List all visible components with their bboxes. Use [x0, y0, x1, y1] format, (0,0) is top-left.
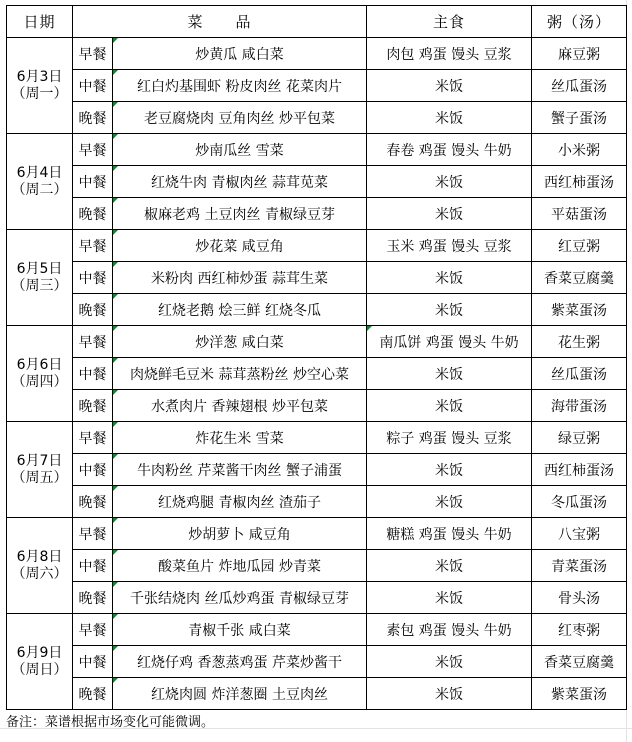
day-cell: [7, 614, 73, 710]
staple-column-header: 主食: [367, 6, 532, 38]
staple-cell: 米饭: [367, 486, 532, 518]
date-label: 6月9日: [16, 644, 63, 661]
dishes-cell: 椒麻老鸡 土豆肉丝 青椒绿豆芽: [113, 198, 367, 230]
weekday-label: （周五）: [11, 469, 68, 486]
day-cell: [7, 422, 73, 518]
meal-label: 晚餐: [73, 678, 113, 710]
soup-cell: 香菜豆腐羹: [532, 646, 627, 678]
meal-label: 早餐: [73, 38, 113, 70]
staple-cell: 米饭: [367, 198, 532, 230]
staple-cell: 糖糕 鸡蛋 馒头 牛奶: [367, 518, 532, 550]
staple-cell: 米饭: [367, 454, 532, 486]
dishes-cell: 米粉肉 西红柿炒蛋 蒜茸生菜: [113, 262, 367, 294]
soup-cell: 丝瓜蛋汤: [532, 70, 627, 102]
dishes-cell: 红白灼基围虾 粉皮肉丝 花菜肉片: [113, 70, 367, 102]
staple-cell: 米饭: [367, 550, 532, 582]
dishes-cell: 牛肉粉丝 芹菜酱干肉丝 蟹子浦蛋: [113, 454, 367, 486]
meal-label: 晚餐: [73, 486, 113, 518]
date-label: 6月7日: [16, 452, 63, 469]
day-cell: [7, 230, 73, 326]
footnote: 备注：菜谱根据市场变化可能微调。: [6, 715, 215, 730]
table-row: [7, 422, 627, 454]
soup-column-header: 粥（汤）: [532, 6, 627, 38]
date-label: 6月8日: [16, 548, 63, 565]
weekday-label: （周六）: [11, 565, 68, 582]
soup-cell: 西红柿蛋汤: [532, 454, 627, 486]
staple-cell: 素包 鸡蛋 馒头 牛奶: [367, 614, 532, 646]
dishes-cell: 老豆腐烧肉 豆角肉丝 炒平包菜: [113, 102, 367, 134]
table-row: [7, 38, 627, 70]
meal-label: 早餐: [73, 134, 113, 166]
soup-cell: 八宝粥: [532, 518, 627, 550]
soup-cell: 蟹子蛋汤: [532, 102, 627, 134]
menu-body: [7, 38, 627, 710]
staple-cell: 南瓜饼 鸡蛋 馒头 牛奶: [367, 326, 532, 358]
staple-cell: 粽子 鸡蛋 馒头 豆浆: [367, 422, 532, 454]
dishes-cell: 红烧仔鸡 香葱蒸鸡蛋 芹菜炒酱干: [113, 646, 367, 678]
table-row: [7, 678, 627, 710]
date-label: 6月6日: [16, 356, 63, 373]
meal-label: 晚餐: [73, 198, 113, 230]
soup-cell: 香菜豆腐羹: [532, 262, 627, 294]
table-row: [7, 646, 627, 678]
dishes-cell: 炒南瓜丝 雪菜: [113, 134, 367, 166]
meal-label: 晚餐: [73, 390, 113, 422]
soup-cell: 海带蛋汤: [532, 390, 627, 422]
staple-cell: 米饭: [367, 166, 532, 198]
dishes-cell: 红烧牛肉 青椒肉丝 蒜茸苋菜: [113, 166, 367, 198]
staple-cell: 米饭: [367, 390, 532, 422]
soup-cell: 西红柿蛋汤: [532, 166, 627, 198]
table-row: [7, 230, 627, 262]
dishes-cell: 红烧肉圆 炸洋葱圈 土豆肉丝: [113, 678, 367, 710]
meal-label: 中餐: [73, 262, 113, 294]
table-row: [7, 294, 627, 326]
dishes-cell: 红烧老鹅 烩三鲜 红烧冬瓜: [113, 294, 367, 326]
date-label: 6月4日: [16, 164, 63, 181]
meal-label: 晚餐: [73, 102, 113, 134]
staple-cell: 米饭: [367, 294, 532, 326]
table-row: [7, 70, 627, 102]
staple-cell: 米饭: [367, 678, 532, 710]
dishes-cell: 炒黄瓜 咸白菜: [113, 38, 367, 70]
day-cell: [7, 134, 73, 230]
dishes-cell: 炸花生米 雪菜: [113, 422, 367, 454]
soup-cell: 冬瓜蛋汤: [532, 486, 627, 518]
date-label: 6月3日: [16, 68, 63, 85]
meal-label: 中餐: [73, 358, 113, 390]
day-cell: [7, 518, 73, 614]
staple-cell: 米饭: [367, 102, 532, 134]
soup-cell: 丝瓜蛋汤: [532, 358, 627, 390]
table-row: [7, 518, 627, 550]
meal-label: 晚餐: [73, 294, 113, 326]
dishes-cell: 炒胡萝卜 咸豆角: [113, 518, 367, 550]
weekday-label: （周四）: [11, 373, 68, 390]
staple-cell: 米饭: [367, 646, 532, 678]
day-cell: [7, 38, 73, 134]
soup-cell: 红枣粥: [532, 614, 627, 646]
soup-cell: 小米粥: [532, 134, 627, 166]
table-row: [7, 134, 627, 166]
soup-cell: 花生粥: [532, 326, 627, 358]
table-row: [7, 614, 627, 646]
meal-label: 早餐: [73, 326, 113, 358]
dishes-cell: 酸菜鱼片 炸地瓜园 炒青菜: [113, 550, 367, 582]
header-row: [7, 6, 627, 38]
table-row: [7, 326, 627, 358]
table-row: [7, 358, 627, 390]
meal-label: 晚餐: [73, 582, 113, 614]
table-row: [7, 550, 627, 582]
dishes-cell: 肉烧鲜毛豆米 蒜茸蒸粉丝 炒空心菜: [113, 358, 367, 390]
table-row: [7, 166, 627, 198]
dishes-column-header: 菜 品: [73, 6, 367, 38]
staple-cell: 米饭: [367, 262, 532, 294]
staple-cell: 米饭: [367, 70, 532, 102]
staple-cell: 米饭: [367, 358, 532, 390]
dishes-cell: 红烧鸡腿 青椒肉丝 渣茄子: [113, 486, 367, 518]
meal-label: 中餐: [73, 454, 113, 486]
weekday-label: （周三）: [11, 277, 68, 294]
meal-label: 中餐: [73, 550, 113, 582]
meal-label: 中餐: [73, 166, 113, 198]
soup-cell: 骨头汤: [532, 582, 627, 614]
meal-label: 中餐: [73, 646, 113, 678]
dishes-cell: 炒洋葱 咸白菜: [113, 326, 367, 358]
soup-cell: 紫菜蛋汤: [532, 294, 627, 326]
soup-cell: 红豆粥: [532, 230, 627, 262]
date-column-header: 日期: [7, 6, 73, 38]
soup-cell: 青菜蛋汤: [532, 550, 627, 582]
soup-cell: 麻豆粥: [532, 38, 627, 70]
table-row: [7, 486, 627, 518]
staple-cell: 肉包 鸡蛋 馒头 豆浆: [367, 38, 532, 70]
weekday-label: （周日）: [11, 661, 68, 678]
dishes-cell: 炒花菜 咸豆角: [113, 230, 367, 262]
table-row: [7, 454, 627, 486]
table-row: [7, 390, 627, 422]
soup-cell: 平菇蛋汤: [532, 198, 627, 230]
dishes-cell: 千张结烧肉 丝瓜炒鸡蛋 青椒绿豆芽: [113, 582, 367, 614]
soup-cell: 紫菜蛋汤: [532, 678, 627, 710]
table-row: [7, 102, 627, 134]
date-label: 6月5日: [16, 260, 63, 277]
meal-label: 早餐: [73, 230, 113, 262]
meal-label: 早餐: [73, 422, 113, 454]
meal-label: 早餐: [73, 518, 113, 550]
table-row: [7, 262, 627, 294]
table-row: [7, 582, 627, 614]
table-row: [7, 198, 627, 230]
staple-cell: 玉米 鸡蛋 馒头 豆浆: [367, 230, 532, 262]
day-cell: [7, 326, 73, 422]
meal-label: 中餐: [73, 70, 113, 102]
soup-cell: 绿豆粥: [532, 422, 627, 454]
weekday-label: （周二）: [11, 181, 68, 198]
dishes-cell: 青椒千张 咸白菜: [113, 614, 367, 646]
staple-cell: 春卷 鸡蛋 馒头 牛奶: [367, 134, 532, 166]
weekly-menu-table: [6, 5, 627, 710]
meal-label: 早餐: [73, 614, 113, 646]
staple-cell: 米饭: [367, 582, 532, 614]
dishes-cell: 水煮肉片 香辣翅根 炒平包菜: [113, 390, 367, 422]
weekday-label: （周一）: [11, 85, 68, 102]
